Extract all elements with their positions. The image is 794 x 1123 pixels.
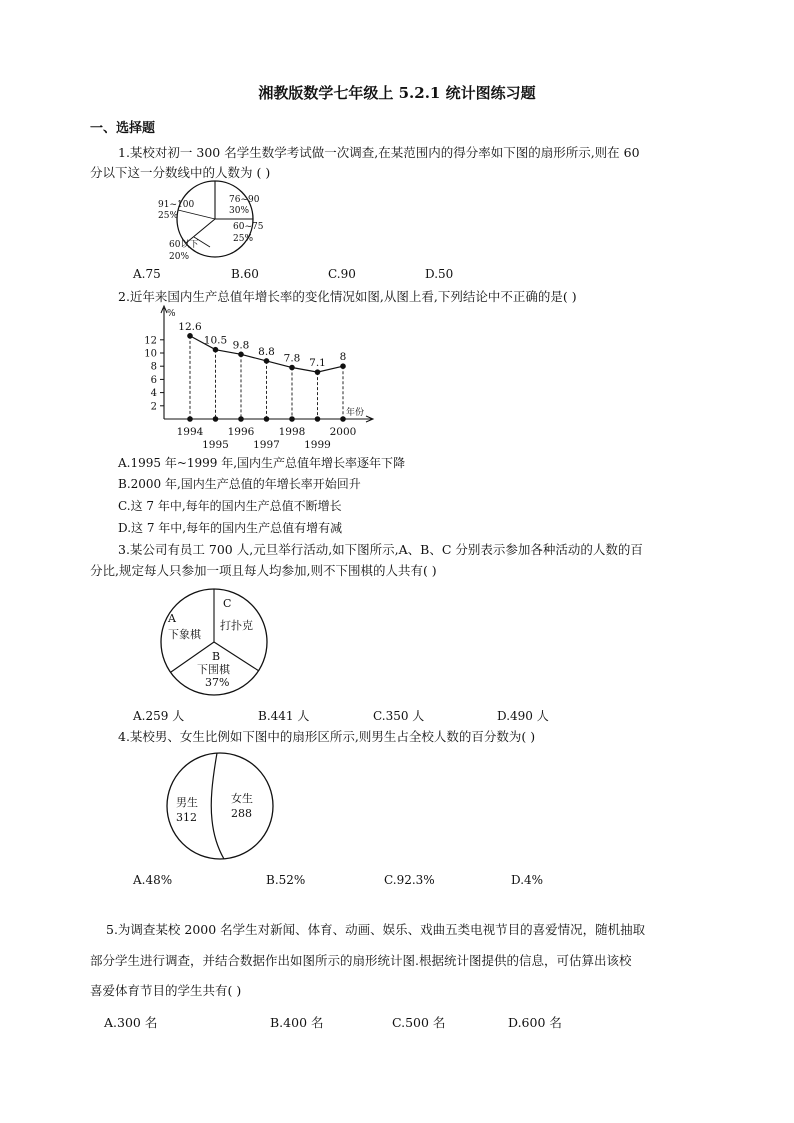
q2-axis-point [213,416,219,422]
q3-label-a: A [168,612,176,625]
q4-female-value: 288 [231,807,252,820]
q1-label-76-90: 76~90 [229,195,260,205]
q2-y-tick-label: 10 [144,348,157,360]
q4-male-value: 312 [176,811,197,824]
q4-option-d: D.4% [511,873,544,887]
q1-label-60-75-pct: 25% [233,234,254,244]
q4-option-c: C.92.3% [384,873,435,887]
q2-x-tick-label: 1995 [202,439,229,451]
q2-axis-point [289,416,295,422]
q2-x-tick-label: 1994 [176,426,204,438]
q2-data-point [315,369,321,375]
q1-text-line2: 分以下这一分数线中的人数为 ( ) [90,165,271,180]
q5-option-c: C.500 名 [392,1015,446,1030]
q3-option-c: C.350 人 [373,709,425,723]
q2-x-tick-label: 1996 [227,426,255,438]
q1-option-a: A.75 [133,267,161,281]
q3-option-d: D.490 人 [497,709,549,723]
q2-x-unit: 年份 [346,408,365,418]
q2-y-unit: % [167,309,176,319]
q1-option-d: D.50 [425,267,454,281]
q1-label-91-100: 91~100 [158,200,195,210]
q2-y-tick-label: 2 [150,401,157,413]
q2-x-tick-label: 1998 [278,426,306,438]
q2-option-c: C.这 7 年中,每年的国内生产总值不断增长 [118,499,342,513]
q2-data-label: 10.5 [203,334,228,347]
q3-label-c: C [223,597,232,610]
q1-option-b: B.60 [231,267,259,281]
q4-female-label: 女生 [231,792,253,805]
q4-option-b: B.52% [266,873,306,887]
q4-option-a: A.48% [133,873,173,887]
q2-axis-point [238,416,244,422]
q2-data-label: 12.6 [178,320,202,333]
q2-data-point [264,358,270,364]
q1-pie-chart [150,180,350,260]
q2-axis-point [187,416,193,422]
q5-text-line1: 5.为调查某校 2000 名学生对新闻、体育、动画、娱乐、戏曲五类电视节目的喜爱情况，随机抽取 [106,922,646,937]
q3-option-b: B.441 人 [258,709,310,723]
q3-text-line2: 分比,规定每人只参加一项且每人均参加,则不下围棋的人共有( ) [90,563,437,578]
q5-text-line2: 部分学生进行调查，并结合数据作出如图所示的扇形统计图.根据统计图提供的信息，可估算出该校 [90,953,632,968]
q4-pie-divider [211,753,224,859]
q2-data-label: 8.8 [258,345,275,358]
q2-axis-point [264,416,270,422]
q1-text-line1: 1.某校对初一 300 名学生数学考试做一次调查,在某范围内的得分率如下图的扇形所示,则在 60 [118,145,640,160]
q2-text-line1: 2.近年来国内生产总值年增长率的变化情况如图,从图上看,下列结论中不正确的是( ) [118,289,577,304]
q3-text-line1: 3.某公司有员工 700 人,元旦举行活动,如下图所示,A、B、C 分别表示参加各种活动的人数的百 [118,542,643,557]
q1-label-below-60: 60以下 [169,240,199,250]
q2-option-b: B.2000 年,国内生产总值的年增长率开始回升 [118,477,361,491]
q4-male-label: 男生 [176,796,198,809]
q2-data-point [340,363,346,369]
q2-axis-point [315,416,321,422]
q2-data-point [213,347,219,353]
q5-option-b: B.400 名 [270,1015,324,1030]
q2-line-chart [135,305,395,451]
q5-text-line3: 喜爱体育节目的学生共有( ) [90,983,242,998]
q2-y-tick-label: 12 [144,335,157,347]
q2-y-tick-label: 4 [150,388,157,400]
q2-x-tick-label: 1997 [253,439,280,451]
q5-option-a: A.300 名 [104,1015,158,1030]
q1-label-60-75: 60~75 [233,222,264,232]
q5-option-d: D.600 名 [508,1015,562,1030]
q3-option-a: A.259 人 [133,709,185,723]
q2-data-label: 8 [339,351,347,364]
q2-data-point [289,365,295,371]
q2-option-d: D.这 7 年中,每年的国内生产总值有增有减 [118,521,343,535]
q3-pie-chart [160,586,290,706]
q2-y-tick-label: 8 [150,361,157,373]
page-title: 湘教版数学七年级上 5.2.1 统计图练习题 [258,84,536,102]
q2-data-label: 7.8 [283,352,301,365]
q2-y-tick-label: 6 [150,374,157,386]
q1-pie-divider [178,210,215,219]
q3-label-b: B [212,650,221,663]
q4-pie-chart [160,752,290,867]
q3-label-a-name: 下象棋 [168,628,201,641]
q2-data-point [238,352,244,358]
q1-label-76-90-pct: 30% [229,206,250,216]
section-heading: 一、选择题 [90,121,156,136]
q2-data-label: 9.8 [232,339,250,352]
q2-option-a: A.1995 年~1999 年,国内生产总值年增长率逐年下降 [118,456,406,470]
q1-label-below-60-pct: 20% [169,252,190,262]
q2-x-tick-label: 1999 [304,439,331,451]
q2-x-tick-label: 2000 [329,426,357,438]
q2-data-point [187,333,193,339]
q3-label-c-name: 打扑克 [220,619,253,632]
q3-label-b-pct: 37% [205,676,230,689]
q2-data-label: 7.1 [309,357,326,370]
q4-text-line1: 4.某校男、女生比例如下图中的扇形区所示,则男生占全校人数的百分数为( ) [118,729,536,744]
q2-axis-point [340,416,346,422]
q1-option-c: C.90 [328,267,356,281]
q3-label-b-name: 下围棋 [197,663,230,676]
q1-label-91-100-pct: 25% [158,211,179,221]
